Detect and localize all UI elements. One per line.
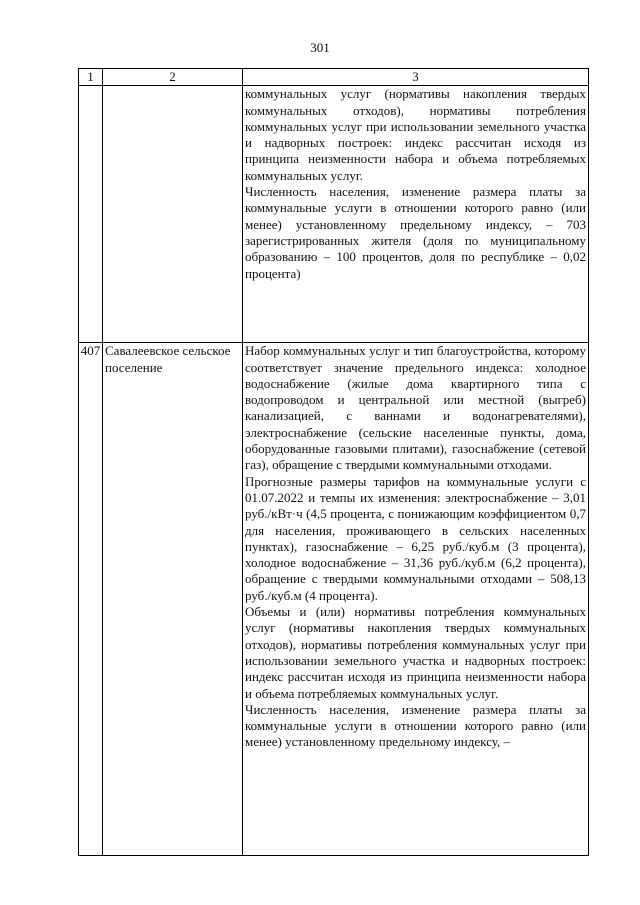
- paragraph: коммунальных услуг (нормативы накопления твердых коммунальных отходов), нормативы потребления коммунальных услуг при использовании земельного участка и надворных построек: индекс рассчитан исходя из принципа неизменности набора и объема потребляемых коммунальных услуг.: [245, 86, 586, 183]
- row-number: 407: [79, 343, 103, 856]
- header-col-2: 2: [103, 69, 243, 86]
- page-number: 301: [310, 40, 330, 55]
- paragraph: Прогнозные размеры тарифов на коммунальные услуги с 01.07.2022 и темпы их изменения: электроснабжение – 3,01 руб./кВт·ч (4,5 процента, с понижающим коэффициентом 0,7 для населения, проживающего в сельских населенных пунктах), газоснабжение – 6,25 руб./куб.м (3 процента), холодное водоснабжение – 31,36 руб./куб.м (6,2 процента), обращение с твердыми коммунальными отходами – 508,13 руб./куб.м (4 процента).: [245, 473, 586, 603]
- paragraph: Объемы и (или) нормативы потребления коммунальных услуг (нормативы накопления твердых коммунальных отходов), нормативы потребления коммунальных услуг при использовании земельного участка и надворных построек: индекс рассчитан исходя из принципа неизменности набора и объема потребляемых коммунальных услуг.: [245, 604, 586, 701]
- table-row: [79, 343, 589, 856]
- table-header-row: [79, 69, 589, 86]
- table-row: [79, 86, 589, 343]
- row-description: [243, 86, 589, 343]
- header-col-1: 1: [79, 69, 103, 86]
- paragraph: Численность населения, изменение размера платы за коммунальные услуги в отношении которого равно (или менее) установленному предельному индексу, – 703 зарегистрированных жителя (доля по муниципальному образованию – 100 процентов, доля по республике – 0,02 процента): [245, 184, 586, 281]
- header-col-3: 3: [243, 69, 589, 86]
- row-description: [243, 343, 589, 856]
- tariff-table: [78, 68, 589, 856]
- paragraph: Численность населения, изменение размера платы за коммунальные услуги в отношении которого равно (или менее) установленному предельному индексу, –: [245, 701, 586, 750]
- paragraph: Набор коммунальных услуг и тип благоустройства, которому соответствует значение предельного индекса: холодное водоснабжение (жилые дома квартирного типа с водопроводом и центральной или местной (выгреб) канализацией, с ваннами и водонагревателями), электроснабжение (сельские населенные пункты, дома, оборудованные газовыми плитами), газоснабжение (сетевой газ), обращение с твердыми коммунальными отходами.: [245, 343, 586, 473]
- municipality-name: [103, 86, 243, 343]
- row-number: [79, 86, 103, 343]
- municipality-name: Савалеевское сельское поселение: [103, 343, 243, 856]
